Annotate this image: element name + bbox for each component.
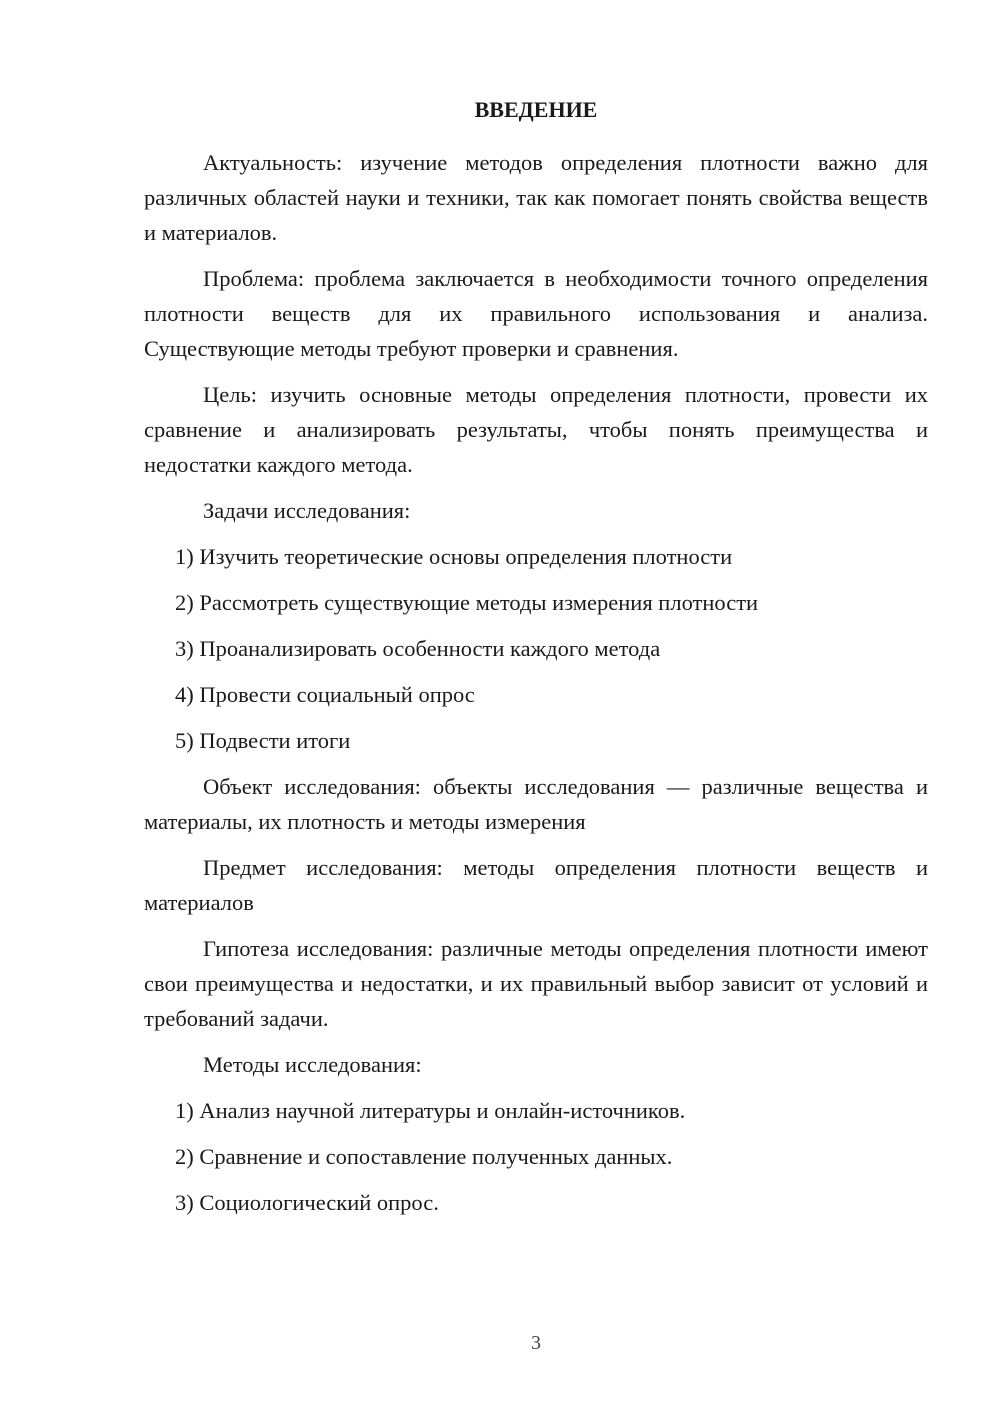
task-item: 4) Провести социальный опрос <box>175 682 475 707</box>
page-number: 3 <box>531 1332 541 1354</box>
method-item: 1) Анализ научной литературы и онлайн-источников. <box>175 1098 686 1123</box>
task-item: 1) Изучить теоретические основы определения плотности <box>175 544 733 569</box>
problem-paragraph: Проблема: проблема заключается в необходимости точного определения плотности веществ для их правильного использования и анализа. Существующие методы требуют проверки и сравнения. <box>144 266 928 361</box>
relevance-paragraph: Актуальность: изучение методов определения плотности важно для различных областей науки и техники, так как помогает понять свойства веществ и материалов. <box>144 150 928 245</box>
task-item: 2) Рассмотреть существующие методы измерения плотности <box>175 590 759 615</box>
methods-label: Методы исследования: <box>203 1052 422 1077</box>
page-content <box>144 95 928 1231</box>
method-item: 3) Социологический опрос. <box>175 1190 439 1215</box>
hypothesis-paragraph: Гипотеза исследования: различные методы определения плотности имеют свои преимущества и недостатки, и их правильный выбор зависит от условий и требований задачи. <box>144 936 928 1031</box>
object-paragraph: Объект исследования: объекты исследования — различные вещества и материалы, их плотность и методы измерения <box>144 774 928 834</box>
section-title: ВВЕДЕНИЕ <box>474 97 598 122</box>
subject-paragraph: Предмет исследования: методы определения плотности веществ и материалов <box>144 855 928 915</box>
tasks-label: Задачи исследования: <box>203 498 411 523</box>
methods-list <box>144 1093 928 1220</box>
tasks-list <box>144 539 928 758</box>
task-item: 3) Проанализировать особенности каждого метода <box>175 636 661 661</box>
method-item: 2) Сравнение и сопоставление полученных данных. <box>175 1144 673 1169</box>
task-item: 5) Подвести итоги <box>175 728 351 753</box>
goal-paragraph: Цель: изучить основные методы определения плотности, провести их сравнение и анализировать результаты, чтобы понять преимущества и недостатки каждого метода. <box>144 382 928 477</box>
